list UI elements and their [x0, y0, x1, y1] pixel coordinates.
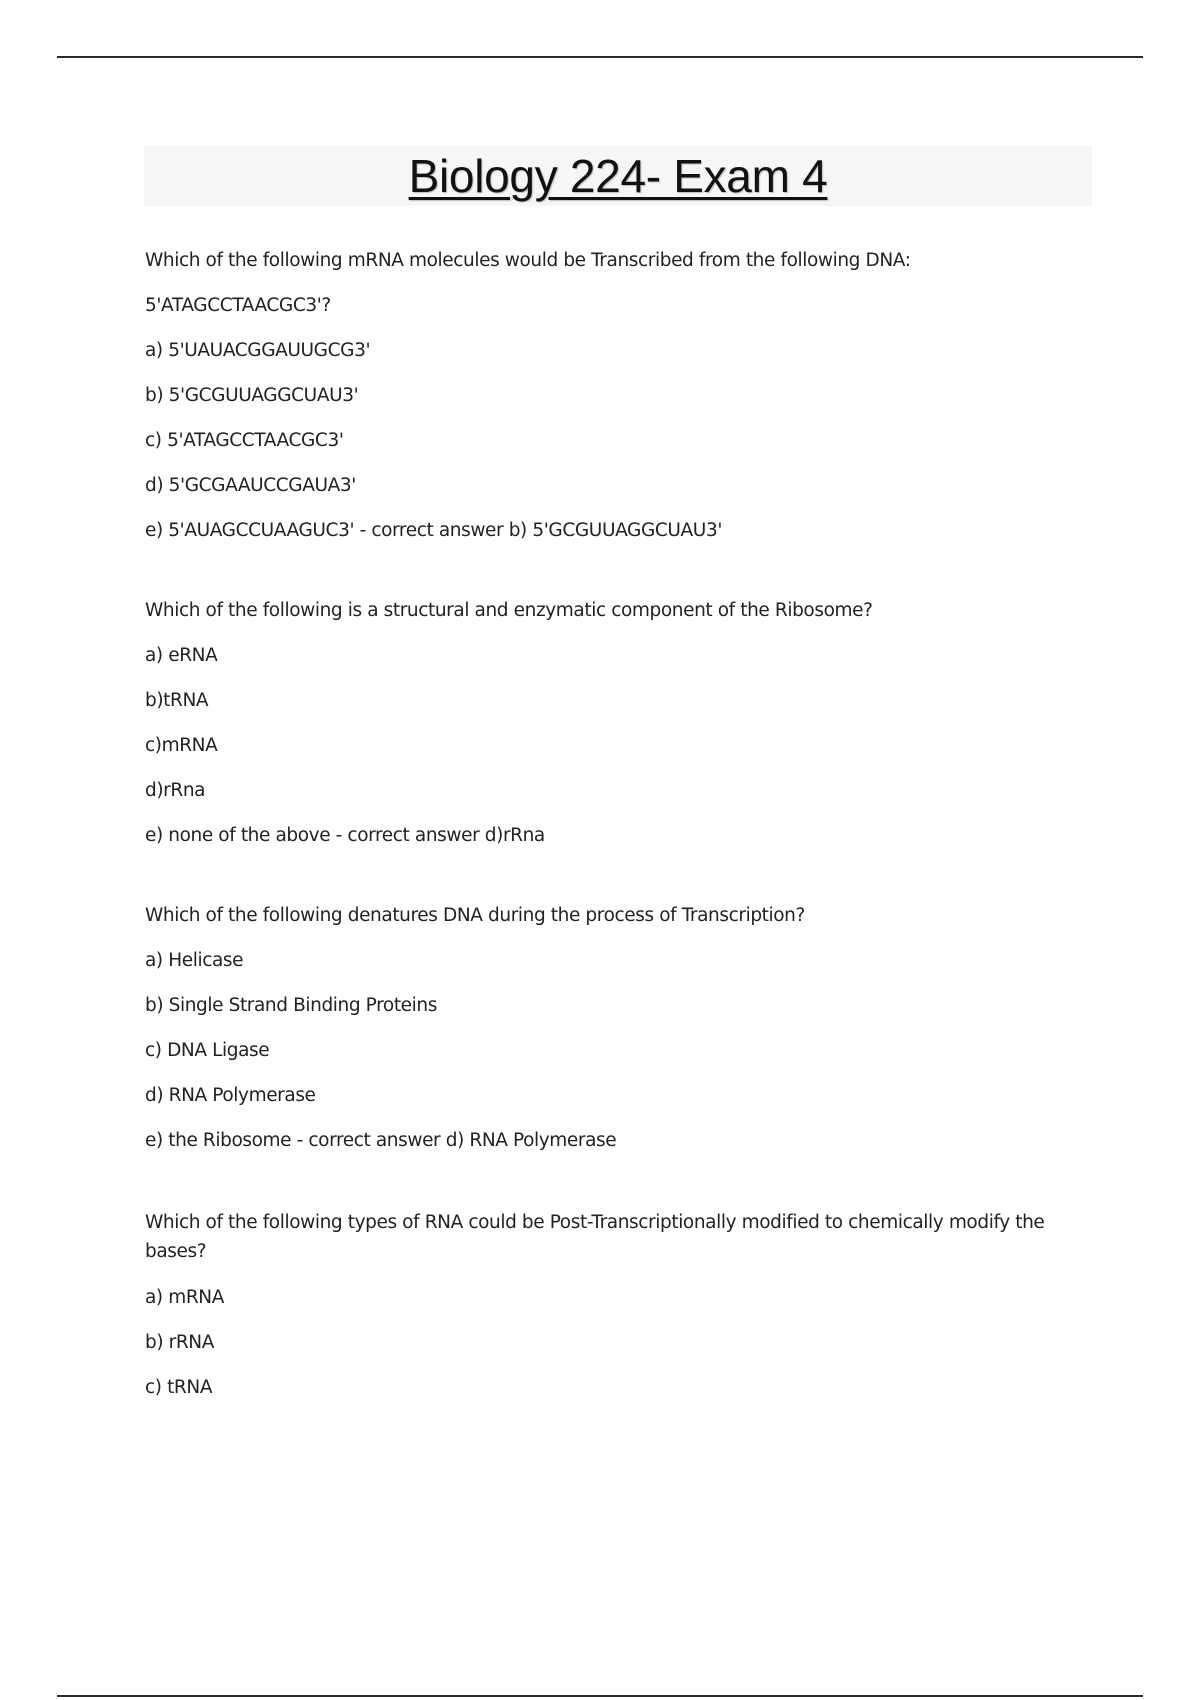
- document-title: Biology 224- Exam 4: [408, 150, 828, 202]
- question-text: Which of the following denatures DNA during the process of Transcription?: [145, 905, 805, 926]
- question-text: Which of the following types of RNA could be Post-Transcriptionally modified to chemically modify the bases?: [145, 1212, 1045, 1262]
- answer-option-with-correct-answer: e) none of the above - correct answer d)rRna: [145, 825, 545, 846]
- answer-option-with-correct-answer: e) the Ribosome - correct answer d) RNA Polymerase: [145, 1130, 617, 1151]
- question-text: 5'ATAGCCTAACGC3'?: [145, 295, 331, 316]
- bottom-rule: [57, 1695, 1143, 1697]
- question-text: Which of the following mRNA molecules would be Transcribed from the following DNA:: [145, 250, 911, 271]
- answer-option: a) mRNA: [145, 1287, 225, 1308]
- answer-option: c)mRNA: [145, 735, 218, 756]
- answer-option: c) DNA Ligase: [145, 1040, 270, 1061]
- top-rule: [57, 56, 1143, 58]
- question-list: [145, 248, 1075, 1455]
- answer-option: a) Helicase: [145, 950, 244, 971]
- answer-option: a) 5'UAUACGGAUUGCG3': [145, 340, 371, 361]
- question-1: [145, 248, 1075, 544]
- answer-option: b)tRNA: [145, 690, 209, 711]
- answer-option: d)rRna: [145, 780, 206, 801]
- question-4: [145, 1208, 1075, 1401]
- answer-option: c) 5'ATAGCCTAACGC3': [145, 430, 344, 451]
- answer-option-with-correct-answer: e) 5'AUAGCCUAAGUC3' - correct answer b) 5'GCGUUAGGCUAU3': [145, 520, 722, 541]
- answer-option: b) Single Strand Binding Proteins: [145, 995, 437, 1016]
- question-2: [145, 598, 1075, 849]
- answer-option: b) 5'GCGUUAGGCUAU3': [145, 385, 359, 406]
- answer-option: d) 5'GCGAAUCCGAUA3': [145, 475, 356, 496]
- question-3: [145, 903, 1075, 1154]
- question-text: Which of the following is a structural and enzymatic component of the Ribosome?: [145, 600, 873, 621]
- answer-option: c) tRNA: [145, 1377, 213, 1398]
- answer-option: b) rRNA: [145, 1332, 214, 1353]
- title-band: [144, 146, 1092, 206]
- answer-option: a) eRNA: [145, 645, 218, 666]
- answer-option: d) RNA Polymerase: [145, 1085, 316, 1106]
